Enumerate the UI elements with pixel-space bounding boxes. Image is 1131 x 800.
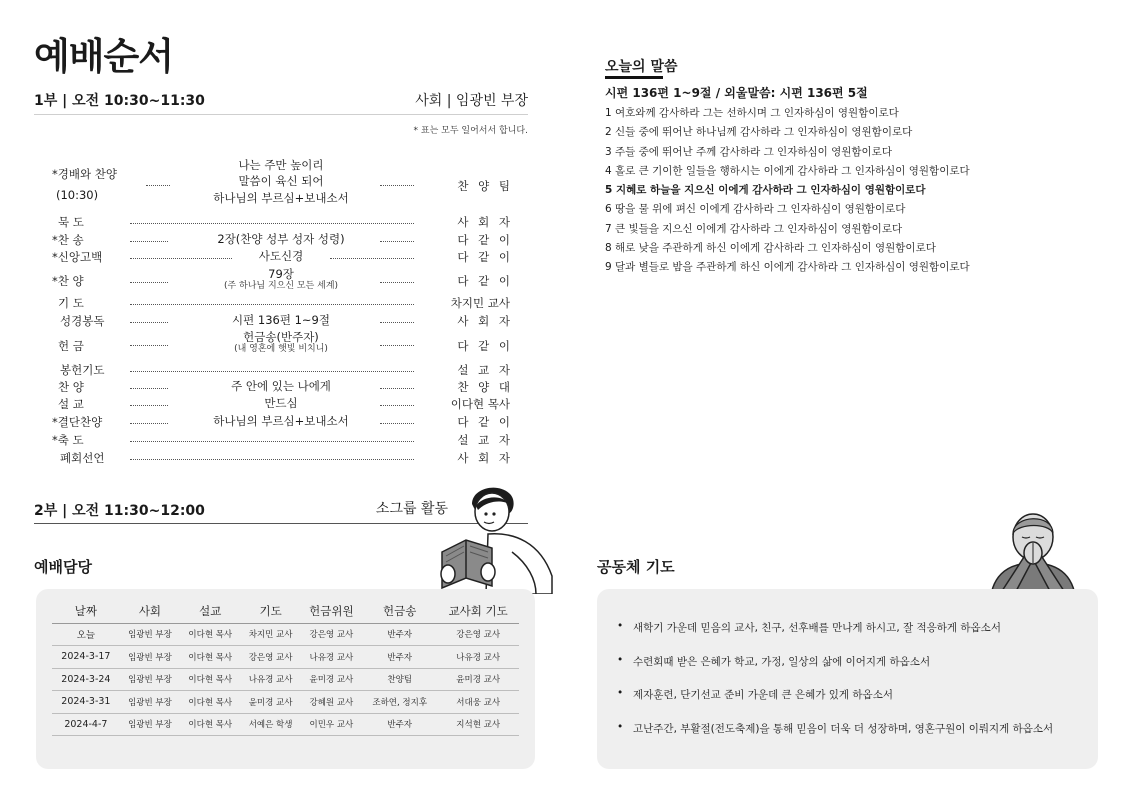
order-label: 성경봉독 <box>60 314 105 328</box>
leader-dots <box>146 185 170 186</box>
prayer-item: • 제자훈련, 단기선교 준비 가운데 큰 은혜가 있게 하옵소서 <box>617 687 1053 721</box>
table-cell: 임광빈 부장 <box>120 691 180 714</box>
order-row <box>52 414 513 431</box>
order-item: 79장 <box>268 267 294 281</box>
order-person: 다 같 이 <box>457 415 513 429</box>
verse-line: 8 해로 낮을 주관하게 하신 이에게 감사하라 그 인자하심이 영원함이로다 <box>605 242 936 255</box>
column-header: 사회 <box>120 599 180 623</box>
order-row <box>52 214 513 231</box>
table-cell: 이다현 목사 <box>180 668 240 691</box>
order-row <box>52 379 513 396</box>
leader-dots <box>130 405 168 406</box>
order-person: 다 같 이 <box>457 250 513 264</box>
word-title: 오늘의 말씀 <box>605 56 678 76</box>
order-label: 폐회선언 <box>60 451 105 465</box>
table-cell: 차지민 교사 <box>240 623 300 646</box>
leader-dots <box>130 423 168 424</box>
order-items <box>172 267 390 293</box>
column-header: 날짜 <box>52 599 120 623</box>
table-cell: 2024-3-31 <box>52 691 120 714</box>
order-row <box>52 362 513 379</box>
prayer-item: • 수련회때 받은 은혜가 학교, 가정, 일상의 삶에 이어지게 하옵소서 <box>617 654 1053 688</box>
page-title: 예배순서 <box>34 35 173 78</box>
table-row <box>52 646 519 669</box>
leader-dots <box>330 258 414 259</box>
order-item: 주 안에 있는 나에게 <box>231 379 331 393</box>
order-item: 만드심 <box>264 396 298 410</box>
table-cell: 반주자 <box>362 646 437 669</box>
verse-list <box>605 105 970 279</box>
leader-dots <box>380 405 414 406</box>
order-label: 기 도 <box>58 296 84 310</box>
part1-divider <box>34 114 528 115</box>
leader-dots <box>380 322 414 323</box>
duty-table-box <box>36 589 535 769</box>
leader-dots <box>130 345 168 346</box>
order-row <box>52 152 513 212</box>
part2-activity: 소그룹 활동 <box>375 501 448 517</box>
table-cell: 강은영 교사 <box>301 623 362 646</box>
order-item: 사도신경 <box>258 249 304 263</box>
table-cell: 서대웅 교사 <box>437 691 519 714</box>
column-header: 기도 <box>240 599 300 623</box>
order-item-sub: (내 영혼에 햇빛 비치니) <box>234 344 328 355</box>
leader-dots <box>130 282 168 283</box>
order-person: 설 교 자 <box>457 363 513 377</box>
order-label: *신앙고백 <box>52 250 103 264</box>
order-item: 하나님의 부르심+보내소서 <box>213 414 349 428</box>
verse-line: 9 달과 별들로 밤을 주관하게 하신 이에게 감사하라 그 인자하심이 영원함이로다 <box>605 261 970 274</box>
table-cell: 오늘 <box>52 623 120 646</box>
table-cell: 반주자 <box>362 713 437 736</box>
table-cell: 강은영 교사 <box>437 623 519 646</box>
table-cell: 강혜원 교사 <box>301 691 362 714</box>
table-cell: 이다현 목사 <box>180 691 240 714</box>
table-row <box>52 691 519 714</box>
order-item: 하나님의 부르심+보내소서 <box>213 190 349 205</box>
table-cell: 2024-4-7 <box>52 713 120 736</box>
column-header: 교사회 기도 <box>437 599 519 623</box>
order-item: 나는 주만 높이리 <box>238 158 324 172</box>
verse-line: 6 땅을 물 위에 펴신 이에게 감사하라 그 인자하심이 영원함이로다 <box>605 203 906 216</box>
order-label: *축 도 <box>52 433 84 447</box>
table-cell: 반주자 <box>362 623 437 646</box>
table-cell: 나유경 교사 <box>240 668 300 691</box>
order-person: 다 같 이 <box>457 233 513 247</box>
part1-presider: 사회 | 임광빈 부장 <box>415 93 528 109</box>
order-person: 이다현 목사 <box>450 397 510 411</box>
part1-time: 1부 | 오전 10:30~11:30 <box>34 93 205 109</box>
order-items <box>172 158 390 205</box>
order-label: 찬 양 <box>58 380 84 394</box>
table-cell: 이다현 목사 <box>180 713 240 736</box>
order-person: 다 같 이 <box>457 274 513 288</box>
table-cell: 2024-3-17 <box>52 646 120 669</box>
word-reference: 시편 136편 1~9절 / 외울말씀: 시편 136편 5절 <box>605 86 868 100</box>
leader-dots <box>130 441 414 442</box>
table-cell: 이민우 교사 <box>301 713 362 736</box>
person-reading-book-illustration <box>436 482 556 594</box>
duty-title: 예배담당 <box>34 558 92 576</box>
duty-table <box>52 599 519 736</box>
order-item: 헌금송(반주자) <box>243 330 319 344</box>
verse-line: 3 주들 중에 뛰어난 주께 감사하라 그 인자하심이 영원함이로다 <box>605 145 892 158</box>
order-row <box>52 232 513 249</box>
order-label: 헌 금 <box>58 339 84 353</box>
table-cell: 강은영 교사 <box>240 646 300 669</box>
table-cell: 2024-3-24 <box>52 668 120 691</box>
table-cell: 윤미경 교사 <box>240 691 300 714</box>
leader-dots <box>130 223 414 224</box>
order-row <box>52 450 513 467</box>
verse-line: 1 여호와께 감사하라 그는 선하시며 그 인자하심이 영원함이로다 <box>605 107 899 119</box>
standing-note: * 표는 모두 일어서서 합니다. <box>413 126 528 136</box>
leader-dots <box>380 241 414 242</box>
order-label: *경배와 찬양 <box>52 167 117 181</box>
order-row <box>52 313 513 330</box>
table-cell: 이다현 목사 <box>180 646 240 669</box>
order-row <box>52 267 513 297</box>
table-row <box>52 713 519 736</box>
leader-dots <box>130 459 414 460</box>
order-items <box>172 330 390 356</box>
table-header-row <box>52 599 519 623</box>
order-row <box>52 295 510 312</box>
verse-line: 2 신들 중에 뛰어난 하나님께 감사하라 그 인자하심이 영원함이로다 <box>605 126 913 139</box>
table-cell: 서예은 학생 <box>240 713 300 736</box>
order-person: 설 교 자 <box>457 433 513 447</box>
order-label: 묵 도 <box>58 215 84 229</box>
table-cell: 나유경 교사 <box>301 646 362 669</box>
table-cell: 임광빈 부장 <box>120 646 180 669</box>
verse-line: 4 홀로 큰 기이한 일들을 행하시는 이에게 감사하라 그 인자하심이 영원함이로다 <box>605 164 970 177</box>
table-cell: 나유경 교사 <box>437 646 519 669</box>
prayer-item: • 새학기 가운데 믿음의 교사, 친구, 선후배를 만나게 하시고, 잘 적응하게 하옵소서 <box>617 620 1053 654</box>
order-row <box>52 432 513 449</box>
table-cell: 윤미경 교사 <box>437 668 519 691</box>
prayer-title: 공동체 기도 <box>597 558 675 576</box>
table-cell: 임광빈 부장 <box>120 668 180 691</box>
order-person: 사 회 자 <box>457 215 513 229</box>
table-cell: 이다현 목사 <box>180 623 240 646</box>
column-header: 헌금위원 <box>301 599 362 623</box>
order-item: 말씀이 육신 되어 <box>238 174 324 189</box>
order-row <box>52 330 513 360</box>
prayer-box <box>597 589 1098 769</box>
order-label: *결단찬양 <box>52 415 103 429</box>
order-label: 봉헌기도 <box>60 363 105 377</box>
leader-dots <box>380 185 414 186</box>
prayer-item: • 고난주간, 부활절(전도축제)을 통해 믿음이 더욱 더 성장하며, 영혼구원이 이뤄지게 하옵소서 <box>617 721 1053 755</box>
column-header: 설교 <box>180 599 240 623</box>
table-cell: 임광빈 부장 <box>120 623 180 646</box>
order-row <box>52 249 513 266</box>
table-cell: 조하연, 정지후 <box>362 691 437 714</box>
table-cell: 윤미경 교사 <box>301 668 362 691</box>
order-label-time: (10:30) <box>56 188 99 202</box>
order-item: 시편 136편 1~9절 <box>232 313 330 327</box>
leader-dots <box>380 388 414 389</box>
leader-dots <box>380 345 414 346</box>
leader-dots <box>130 371 414 372</box>
part1-header <box>34 90 528 112</box>
order-person: 차지민 교사 <box>450 296 510 310</box>
order-label: *찬 양 <box>52 274 84 288</box>
column-header: 헌금송 <box>362 599 437 623</box>
order-person: 찬 양 대 <box>457 380 513 394</box>
order-person: 사 회 자 <box>457 314 513 328</box>
order-item-sub: (주 하나님 지으신 모든 세계) <box>223 281 339 292</box>
order-row <box>52 396 510 413</box>
memory-verse-line: 5 지혜로 하늘을 지으신 이에게 감사하라 그 인자하심이 영원함이로다 <box>605 184 926 197</box>
leader-dots <box>130 241 168 242</box>
leader-dots <box>130 304 414 305</box>
table-row <box>52 668 519 691</box>
order-item: 2장(찬양 성부 성자 성령) <box>217 232 345 246</box>
order-person: 사 회 자 <box>457 451 513 465</box>
table-row <box>52 623 519 646</box>
verse-line: 7 큰 빛들을 지으신 이에게 감사하라 그 인자하심이 영원함이로다 <box>605 222 903 235</box>
table-cell: 찬양팀 <box>362 668 437 691</box>
prayer-list <box>617 620 1053 754</box>
table-cell: 지석현 교사 <box>437 713 519 736</box>
leader-dots <box>130 388 168 389</box>
leader-dots <box>380 423 414 424</box>
leader-dots <box>130 322 168 323</box>
order-label: 설 교 <box>58 397 84 411</box>
table-cell: 임광빈 부장 <box>120 713 180 736</box>
part2-time: 2부 | 오전 11:30~12:00 <box>34 503 205 519</box>
order-person: 찬 양 팀 <box>457 179 513 193</box>
order-person: 다 같 이 <box>457 339 513 353</box>
leader-dots <box>380 282 414 283</box>
order-label: *찬 송 <box>52 233 84 247</box>
